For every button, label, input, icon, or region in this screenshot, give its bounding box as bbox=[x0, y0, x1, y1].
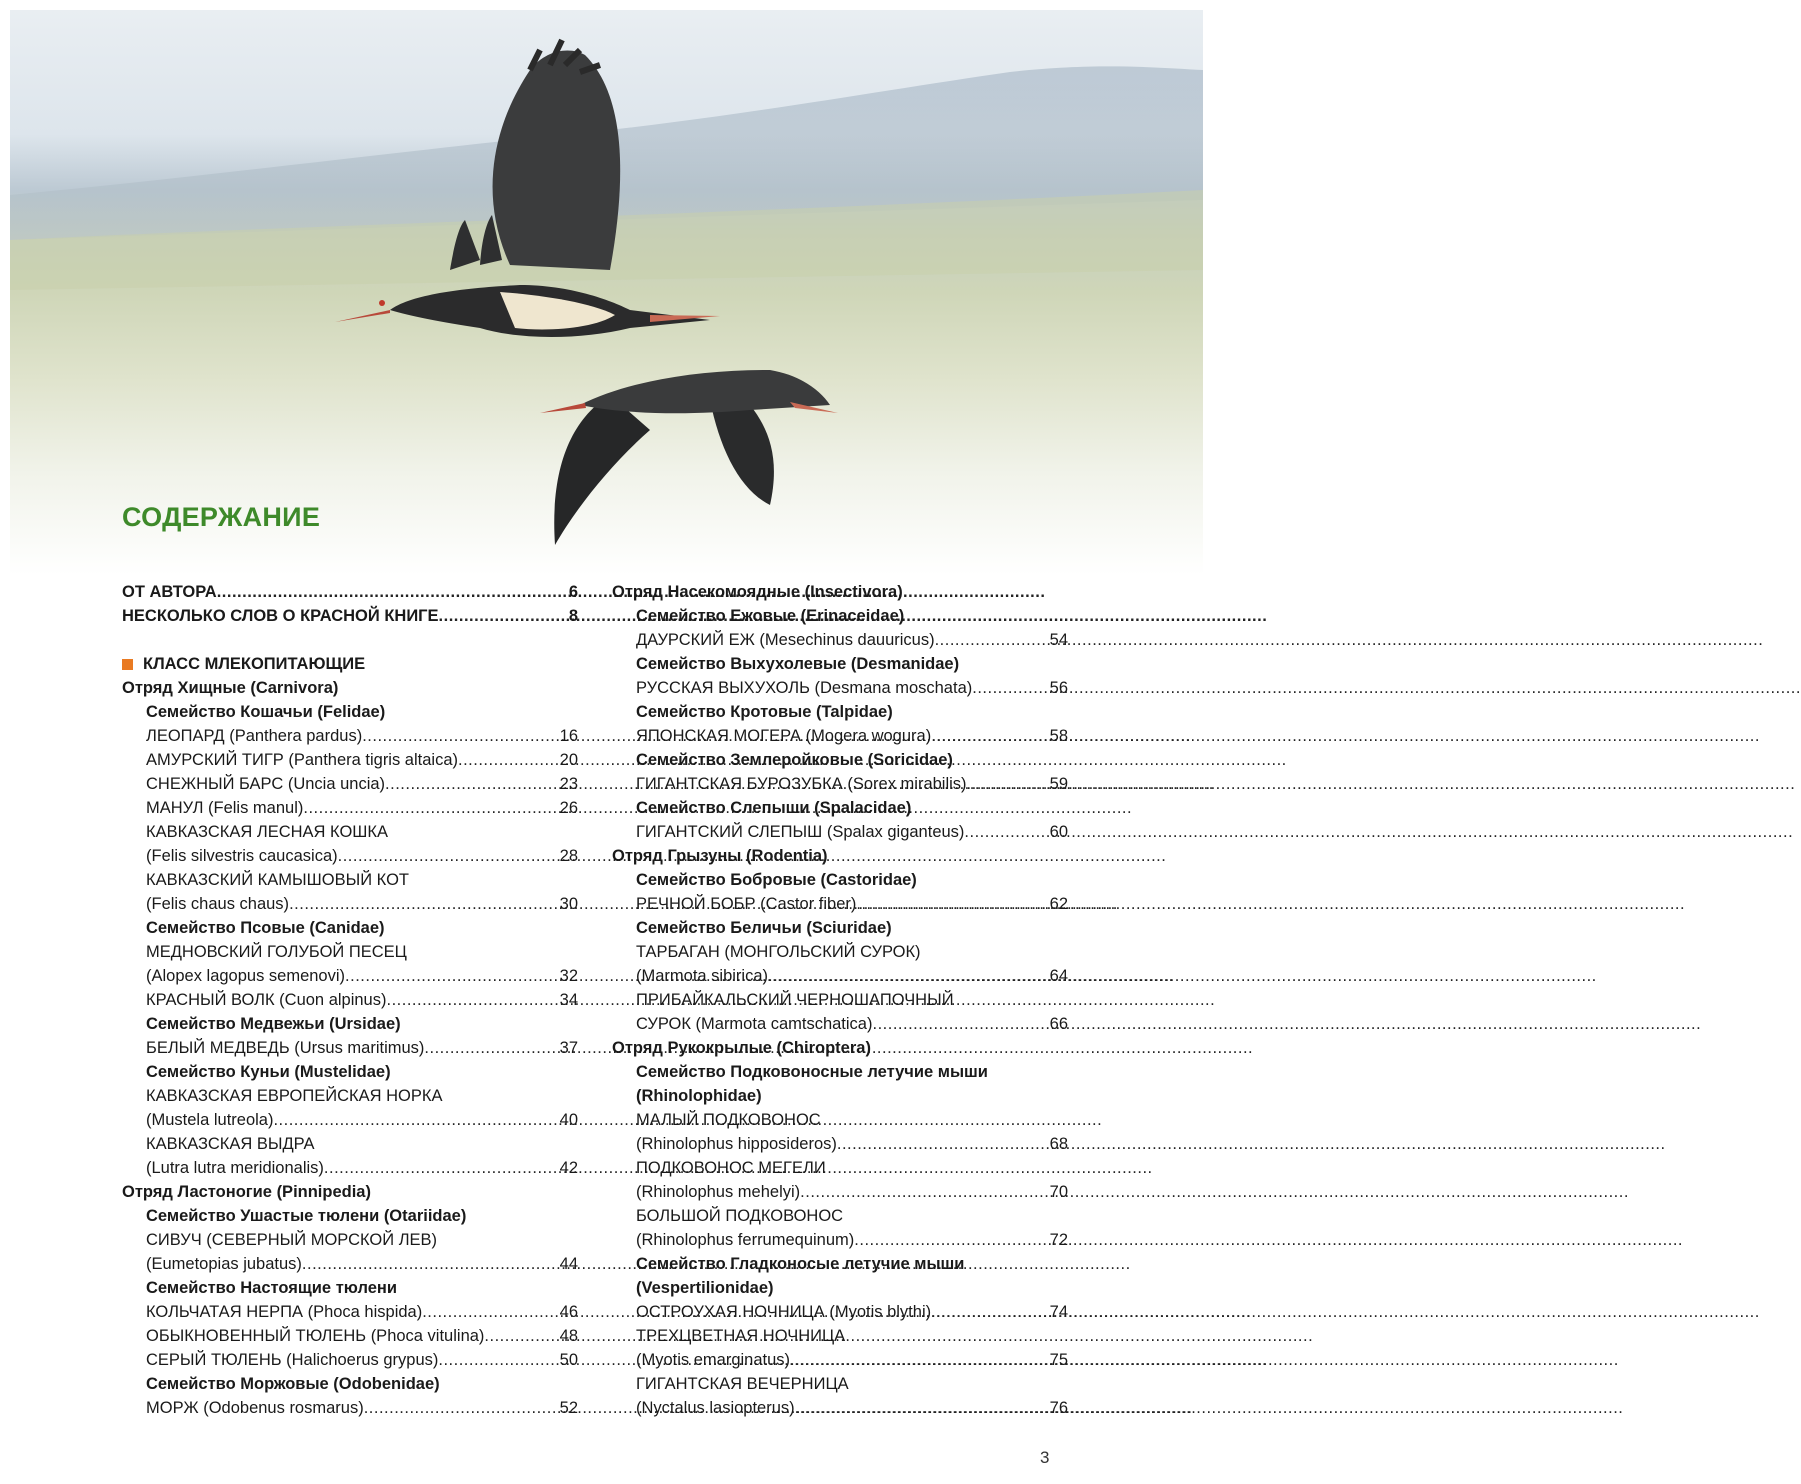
toc-entry bbox=[122, 868, 578, 892]
toc-entry[interactable] bbox=[612, 676, 1068, 700]
toc-heading bbox=[122, 700, 578, 724]
dot-leader bbox=[338, 844, 559, 868]
toc-entry-text: ПОДКОВОНОС МЕГЕЛИ bbox=[636, 1159, 826, 1177]
toc-page-number: 8 bbox=[568, 607, 578, 625]
toc-entry bbox=[612, 1108, 1068, 1132]
toc-entry-text: (Rhinolophus ferrumequinum) bbox=[636, 1231, 855, 1249]
toc-heading bbox=[612, 1060, 1068, 1084]
toc-entry[interactable] bbox=[612, 1132, 1068, 1156]
toc-entry[interactable] bbox=[612, 964, 1068, 988]
toc-entry[interactable] bbox=[122, 892, 578, 916]
toc-entry[interactable] bbox=[612, 1012, 1068, 1036]
dot-leader bbox=[790, 1348, 1049, 1372]
toc-heading[interactable] bbox=[122, 580, 578, 604]
toc-entry bbox=[122, 820, 578, 844]
toc-entry-text: КРАСНЫЙ ВОЛК (Cuon alpinus) bbox=[146, 991, 387, 1009]
toc-entry[interactable] bbox=[612, 724, 1068, 748]
dot-leader bbox=[385, 772, 559, 796]
toc-page-number: 32 bbox=[559, 967, 578, 985]
dot-leader bbox=[438, 1348, 558, 1372]
toc-entry-text: ОСТРОУХАЯ НОЧНИЦА (Myotis blythi) bbox=[636, 1303, 932, 1321]
dot-leader bbox=[439, 604, 568, 628]
toc-page-number: 66 bbox=[1049, 1015, 1068, 1033]
toc-entry-text: Отряд Насекомоядные (Insectivora) bbox=[612, 583, 903, 601]
toc-entry-text: (Rhinolophus mehelyi) bbox=[636, 1183, 801, 1201]
toc-entry-text: КАВКАЗСКАЯ ВЫДРА bbox=[146, 1135, 315, 1153]
toc-entry-text: ГИГАНТСКАЯ БУРОЗУБКА (Sorex mirabilis) bbox=[636, 775, 967, 793]
toc-heading bbox=[612, 916, 1068, 940]
toc-entry-text: (Vespertilionidae) bbox=[636, 1279, 774, 1297]
toc-heading[interactable] bbox=[122, 604, 578, 628]
toc-entry-text: КАВКАЗСКАЯ ЕВРОПЕЙСКАЯ НОРКА bbox=[146, 1087, 443, 1105]
toc-page-number: 56 bbox=[1049, 679, 1068, 697]
toc-class-label: КЛАСС МЛЕКОПИТАЮЩИЕ bbox=[143, 655, 366, 673]
dot-leader bbox=[422, 1300, 558, 1324]
toc-entry-text: Семейство Куньи (Mustelidae) bbox=[146, 1063, 391, 1081]
toc-entry-text: (Nyctalus lasiopterus) bbox=[636, 1399, 795, 1417]
page-number: 3 bbox=[1040, 1448, 1050, 1467]
toc-page-number: 72 bbox=[1049, 1231, 1068, 1249]
toc-entry-text: (Lutra lutra meridionalis) bbox=[146, 1159, 324, 1177]
toc-entry-text: БЕЛЫЙ МЕДВЕДЬ (Ursus maritimus) bbox=[146, 1039, 425, 1057]
dot-leader bbox=[967, 772, 1049, 796]
dot-leader bbox=[324, 1156, 559, 1180]
toc-page-number: 54 bbox=[1049, 631, 1068, 649]
toc-entry-text: БОЛЬШОЙ ПОДКОВОНОС bbox=[636, 1207, 844, 1225]
toc-entry bbox=[612, 1324, 1068, 1348]
toc-entry-text: СИВУЧ (СЕВЕРНЫЙ МОРСКОЙ ЛЕВ) bbox=[146, 1231, 438, 1249]
toc-entry-text: Семейство Настоящие тюлени bbox=[146, 1279, 398, 1297]
toc-entry-text: КАВКАЗСКИЙ КАМЫШОВЫЙ КОТ bbox=[146, 871, 409, 889]
toc-page-number: 70 bbox=[1049, 1183, 1068, 1201]
toc-page-number: 46 bbox=[559, 1303, 578, 1321]
toc-entry[interactable] bbox=[122, 1036, 578, 1060]
dot-leader bbox=[302, 1252, 559, 1276]
toc-heading bbox=[612, 604, 1068, 628]
toc-heading bbox=[122, 1276, 578, 1300]
toc-heading bbox=[612, 868, 1068, 892]
dot-leader bbox=[795, 1396, 1049, 1420]
toc-entry-text: ЛЕОПАРД (Panthera pardus) bbox=[146, 727, 363, 745]
toc-page-number: 20 bbox=[559, 751, 578, 769]
dot-leader bbox=[837, 1132, 1049, 1156]
toc-entry-text: МЕДНОВСКИЙ ГОЛУБОЙ ПЕСЕЦ bbox=[146, 943, 407, 961]
toc-entry-text: ГИГАНТСКАЯ ВЕЧЕРНИЦА bbox=[636, 1375, 849, 1393]
toc-entry-text: Отряд Грызуны (Rodentia) bbox=[612, 847, 828, 865]
toc-page-number: 74 bbox=[1049, 1303, 1068, 1321]
dot-leader bbox=[217, 580, 568, 604]
toc-page-number: 16 bbox=[559, 727, 578, 745]
toc-entry-text: (Myotis emarginatus) bbox=[636, 1351, 791, 1369]
dot-leader bbox=[345, 964, 559, 988]
toc-entry bbox=[612, 988, 1068, 1012]
dot-leader bbox=[386, 988, 558, 1012]
toc-entry-text: Семейство Бобровые (Castoridae) bbox=[636, 871, 917, 889]
dot-leader bbox=[800, 1180, 1048, 1204]
toc-page-number: 28 bbox=[559, 847, 578, 865]
toc-heading bbox=[612, 652, 1068, 676]
toc-entry[interactable] bbox=[612, 1300, 1068, 1324]
toc-page-number: 59 bbox=[1049, 775, 1068, 793]
toc-entry[interactable] bbox=[612, 1228, 1068, 1252]
dot-leader bbox=[931, 1300, 1049, 1324]
toc-entry-text: (Rhinolophidae) bbox=[636, 1087, 762, 1105]
dot-leader bbox=[972, 676, 1048, 700]
toc-entry-text: Семейство Беличьи (Sciuridae) bbox=[636, 919, 892, 937]
toc-entry-text: Семейство Моржовые (Odobenidae) bbox=[146, 1375, 440, 1393]
toc-entry-text: ОБЫКНОВЕННЫЙ ТЮЛЕНЬ (Phoca vitulina) bbox=[146, 1327, 485, 1345]
toc-heading bbox=[122, 916, 578, 940]
toc-entry-text: Семейство Псовые (Canidae) bbox=[146, 919, 385, 937]
dot-leader bbox=[854, 1228, 1048, 1252]
toc-entry-text: Семейство Слепыши (Spalacidae) bbox=[636, 799, 912, 817]
toc-heading bbox=[122, 676, 578, 700]
toc-entry bbox=[122, 940, 578, 964]
toc-entry bbox=[612, 940, 1068, 964]
toc-heading bbox=[612, 844, 1068, 868]
toc-entry-text: РЕЧНОЙ БОБР (Castor fiber) bbox=[636, 895, 857, 913]
toc-entry[interactable] bbox=[612, 628, 1068, 652]
toc-entry bbox=[122, 1132, 578, 1156]
toc-entry-text: НЕСКОЛЬКО СЛОВ О КРАСНОЙ КНИГЕ bbox=[122, 607, 439, 625]
page-title: СОДЕРЖАНИЕ bbox=[122, 502, 321, 532]
toc-page-number: 75 bbox=[1049, 1351, 1068, 1369]
toc-entry-text: (Alopex lagopus semenovi) bbox=[146, 967, 346, 985]
toc-heading bbox=[122, 1180, 578, 1204]
toc-entry-text: ПРИБАЙКАЛЬСКИЙ ЧЕРНОШАПОЧНЫЙ bbox=[636, 991, 954, 1009]
toc-entry-text: ТРЕХЦВЕТНАЯ НОЧНИЦА bbox=[636, 1327, 846, 1345]
toc-entry[interactable] bbox=[612, 1180, 1068, 1204]
toc-entry-text: ТАРБАГАН (МОНГОЛЬСКИЙ СУРОК) bbox=[636, 943, 921, 961]
toc-entry-text: (Rhinolophus hipposideros) bbox=[636, 1135, 837, 1153]
dot-leader bbox=[289, 892, 559, 916]
toc-entry-text: (Felis silvestris caucasica) bbox=[146, 847, 338, 865]
toc-entry[interactable] bbox=[122, 1108, 578, 1132]
toc-entry-text: МАЛЫЙ ПОДКОВОНОС bbox=[636, 1111, 821, 1129]
toc-page-number: 40 bbox=[559, 1111, 578, 1129]
toc-heading bbox=[612, 1252, 1068, 1276]
toc-entry bbox=[612, 1372, 1068, 1396]
toc-heading bbox=[612, 1084, 1068, 1108]
dot-leader bbox=[424, 1036, 558, 1060]
toc-class-heading bbox=[122, 652, 578, 676]
toc-spacer bbox=[122, 628, 578, 652]
toc-entry-text: КАВКАЗСКАЯ ЛЕСНАЯ КОШКА bbox=[146, 823, 389, 841]
toc-entry-text: Семейство Кротовые (Talpidae) bbox=[636, 703, 893, 721]
toc-entry[interactable] bbox=[122, 796, 578, 820]
dot-leader bbox=[362, 724, 558, 748]
toc-entry-text: МАНУЛ (Felis manul) bbox=[146, 799, 304, 817]
toc-entry bbox=[122, 1084, 578, 1108]
toc-entry-text: МОРЖ (Odobenus rosmarus) bbox=[146, 1399, 364, 1417]
dot-leader bbox=[964, 820, 1048, 844]
toc-page-number: 6 bbox=[568, 583, 578, 601]
toc-entry[interactable] bbox=[612, 820, 1068, 844]
toc-page-number: 48 bbox=[559, 1327, 578, 1345]
toc-entry[interactable] bbox=[122, 748, 578, 772]
hero-photo bbox=[10, 10, 1203, 575]
toc-page-number: 30 bbox=[559, 895, 578, 913]
toc-entry-text: ДАУРСКИЙ ЕЖ (Mesechinus dauuricus) bbox=[636, 631, 935, 649]
toc-heading bbox=[612, 748, 1068, 772]
toc-entry[interactable] bbox=[122, 988, 578, 1012]
toc-entry[interactable] bbox=[122, 844, 578, 868]
toc-entry[interactable] bbox=[122, 1396, 578, 1420]
toc-page-number: 60 bbox=[1049, 823, 1068, 841]
toc-heading bbox=[612, 580, 1068, 604]
toc-entry-text: Семейство Землеройковые (Soricidae) bbox=[636, 751, 953, 769]
toc-page-number: 42 bbox=[559, 1159, 578, 1177]
toc-page-number: 50 bbox=[559, 1351, 578, 1369]
toc-entry-text: РУССКАЯ ВЫХУХОЛЬ (Desmana moschata) bbox=[636, 679, 973, 697]
toc-entry[interactable] bbox=[122, 964, 578, 988]
toc-entry bbox=[612, 1204, 1068, 1228]
dot-leader bbox=[872, 1012, 1048, 1036]
toc-entry-text: Семейство Медвежьи (Ursidae) bbox=[146, 1015, 401, 1033]
toc-entry-text: ГИГАНТСКИЙ СЛЕПЫШ (Spalax giganteus) bbox=[636, 823, 965, 841]
toc-entry-text: СУРОК (Marmota camtschatica) bbox=[636, 1015, 873, 1033]
toc-entry[interactable] bbox=[122, 772, 578, 796]
dot-leader bbox=[273, 1108, 558, 1132]
toc-heading bbox=[122, 1372, 578, 1396]
flying-storks-photo bbox=[10, 10, 1203, 575]
toc-page-number: 44 bbox=[559, 1255, 578, 1273]
toc-entry[interactable] bbox=[122, 1156, 578, 1180]
toc-page-number: 52 bbox=[559, 1399, 578, 1417]
toc-page-number: 34 bbox=[559, 991, 578, 1009]
toc-entry-text: ОТ АВТОРА bbox=[122, 583, 217, 601]
toc-page-number: 23 bbox=[559, 775, 578, 793]
toc-heading bbox=[122, 1012, 578, 1036]
toc-entry-text: АМУРСКИЙ ТИГР (Panthera tigris altaica) bbox=[146, 751, 459, 769]
toc-entry[interactable] bbox=[612, 1396, 1068, 1420]
toc-right-column bbox=[612, 580, 1068, 1420]
toc-entry-text: (Marmota sibirica) bbox=[636, 967, 769, 985]
dot-leader bbox=[768, 964, 1049, 988]
toc-entry-text: ЯПОНСКАЯ МОГЕРА (Mogera wogura) bbox=[636, 727, 932, 745]
toc-heading bbox=[122, 1060, 578, 1084]
toc-heading bbox=[122, 1204, 578, 1228]
toc-entry[interactable] bbox=[122, 1348, 578, 1372]
dot-leader bbox=[484, 1324, 558, 1348]
toc-entry-text: (Mustela lutreola) bbox=[146, 1111, 274, 1129]
toc-entry-text: КОЛЬЧАТАЯ НЕРПА (Phoca hispida) bbox=[146, 1303, 423, 1321]
toc-entry[interactable] bbox=[612, 772, 1068, 796]
toc-entry-text: СЕРЫЙ ТЮЛЕНЬ (Halichoerus grypus) bbox=[146, 1351, 439, 1369]
toc-heading bbox=[612, 1276, 1068, 1300]
toc-entry-text: Семейство Выхухолевые (Desmanidae) bbox=[636, 655, 960, 673]
toc-entry-text: Отряд Рукокрылые (Chiroptera) bbox=[612, 1039, 871, 1057]
toc-entry[interactable] bbox=[612, 1348, 1068, 1372]
toc-page-number: 37 bbox=[559, 1039, 578, 1057]
toc-entry-text: Семейство Подковоносные летучие мыши bbox=[636, 1063, 988, 1081]
toc-page-number: 64 bbox=[1049, 967, 1068, 985]
toc-entry[interactable] bbox=[122, 1300, 578, 1324]
dot-leader bbox=[931, 724, 1048, 748]
toc-entry[interactable] bbox=[122, 1324, 578, 1348]
dot-leader bbox=[303, 796, 558, 820]
dot-leader bbox=[364, 1396, 559, 1420]
toc-heading bbox=[612, 700, 1068, 724]
toc-entry bbox=[612, 1156, 1068, 1180]
dot-leader bbox=[935, 628, 1049, 652]
toc-page-number: 62 bbox=[1049, 895, 1068, 913]
toc-entry-text: СНЕЖНЫЙ БАРС (Uncia uncia) bbox=[146, 775, 386, 793]
toc-entry[interactable] bbox=[122, 724, 578, 748]
toc-entry-text: Семейство Ушастые тюлени (Otariidae) bbox=[146, 1207, 467, 1225]
toc-entry-text: (Felis chaus chaus) bbox=[146, 895, 290, 913]
dot-leader bbox=[856, 892, 1048, 916]
toc-entry-text: (Eumetopias jubatus) bbox=[146, 1255, 302, 1273]
square-bullet-icon bbox=[122, 659, 133, 670]
toc-entry-text: Отряд Ластоногие (Pinnipedia) bbox=[122, 1183, 371, 1201]
toc-heading bbox=[612, 796, 1068, 820]
toc-entry-text: Отряд Хищные (Carnivora) bbox=[122, 679, 339, 697]
toc-page-number: 26 bbox=[559, 799, 578, 817]
toc-entry-text: Семейство Кошачьи (Felidae) bbox=[146, 703, 386, 721]
toc-page-number: 58 bbox=[1049, 727, 1068, 745]
toc-heading bbox=[612, 1036, 1068, 1060]
toc-entry bbox=[122, 1228, 578, 1252]
toc-entry[interactable] bbox=[612, 892, 1068, 916]
toc-left-column bbox=[122, 580, 578, 1420]
toc-entry[interactable] bbox=[122, 1252, 578, 1276]
toc-entry-text: Семейство Гладконосые летучие мыши bbox=[636, 1255, 965, 1273]
dot-leader bbox=[458, 748, 559, 772]
toc-page-number: 76 bbox=[1049, 1399, 1068, 1417]
toc-page-number: 68 bbox=[1049, 1135, 1068, 1153]
toc-entry-text: Семейство Ежовые (Erinaceidae) bbox=[636, 607, 905, 625]
